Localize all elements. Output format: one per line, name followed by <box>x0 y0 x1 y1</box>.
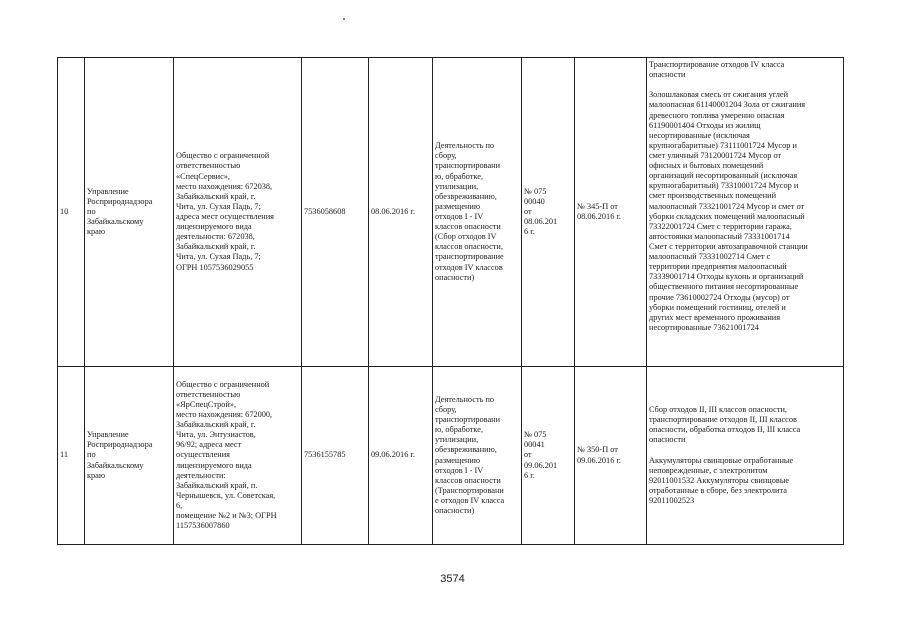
order-number: № 350-П от 09.06.2016 г. <box>575 367 647 545</box>
license-register-table <box>57 57 844 545</box>
row-number: 10 <box>58 58 85 367</box>
waste-list: Транспортирование отходов IV класса опасности Золошлаковая смесь от сжигания углей малоопасная 61140001204 Зола от сжигания древесного топлива умеренно опасная 61190001404 Отходы из жилищ несортированные (исключая крупногабаритные) 73111001724 Мусор и смет уличный 73120001724 Мусор от офисных и бытовых помещений организаций несортированный (исключая крупногабаритный) 73310001724 Мусор и смет производственных помещений малоопасный 73321001724 Мусор и смет от уборки складских помещений малоопасный 73322001724 Смет с территории гаража, автостоянки малоопасный 73331001714 Смет с территории автозаправочной станции малоопасный 73331002714 Смет с территории предприятия малоопасный 73339001714 Отходы кухонь и организаций общественного питания несортированные прочие 73610002724 Отходы (мусор) от уборки помещений гостиниц, отелей и других мест временного проживания несортированные 73621001724 <box>647 58 844 367</box>
order-number: № 345-П от 08.06.2016 г. <box>575 58 647 367</box>
activity-type: Деятельность по сбору, транспортировани ю, обработке, утилизации, обезвреживанию, размещению отходов I - IV классов опасности (Сбор отходов IV классов опасности, транспортирование отходов IV классов опасности) <box>433 58 522 367</box>
table-row <box>58 367 844 545</box>
licensing-authority: Управление Росприроднадзора по Забайкальскому краю <box>85 367 174 545</box>
organization-details: Общество с ограниченной ответственностью «ЯрСпецСтрой», место нахождения: 672000, Забайкальский край, г. Чита, ул. Энтузиастов, 96/92; адреса мест осуществления лицензируемого вида деятельности: Забайкальский край, п. Чернышевск, ул. Советская, 6, помещение №2 и №3; ОГРН 1157536007860 <box>174 367 302 545</box>
decision-date: 09.06.2016 г. <box>369 367 433 545</box>
activity-type: Деятельность по сбору, транспортировани ю, обработке, утилизации, обезвреживанию, размещению отходов I - IV классов опасности (Транспортировани е отходов IV класса опасности) <box>433 367 522 545</box>
license-number: № 075 00041 от 09.06.201 6 г. <box>522 367 575 545</box>
decision-date: 08.06.2016 г. <box>369 58 433 367</box>
inn: 7536155785 <box>302 367 369 545</box>
row-number: 11 <box>58 367 85 545</box>
license-number: № 075 00040 от 08.06.201 6 г. <box>522 58 575 367</box>
waste-list: Сбор отходов II, III классов опасности, транспортирование отходов II, III классов опасности, обработка отходов II, III класса опасности Аккумуляторы свинцовые отработанные неповрежденные, с электролитом 92011001532 Аккумуляторы свинцовые отработанные в сборе, без электролита 92011002523 <box>647 367 844 545</box>
page-number: 3574 <box>440 573 465 585</box>
table-row <box>58 58 844 367</box>
organization-details: Общество с ограниченной ответственностью «СпецСервис», место нахождения: 672038, Забайкальский край, г. Чита, ул. Сухая Падь, 7; адреса мест осуществления лицензируемого вида деятельности: 672038, Забайкальский край, г. Чита, ул. Сухая Падь, 7; ОГРН 1057536029055 <box>174 58 302 367</box>
licensing-authority: Управление Росприроднадзора по Забайкальскому краю <box>85 58 174 367</box>
scan-speck <box>343 18 345 20</box>
inn: 7536058608 <box>302 58 369 367</box>
